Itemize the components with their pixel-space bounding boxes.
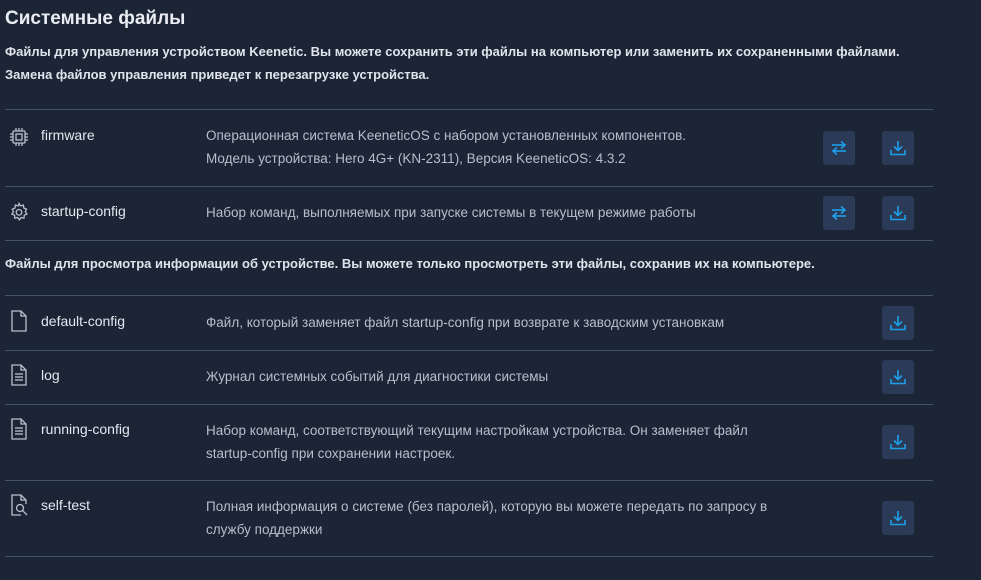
description-line-1: Набор команд, выполняемых при запуске системы в текущем режиме работы: [206, 205, 696, 220]
download-icon: [889, 314, 907, 332]
file-name: log: [41, 367, 60, 383]
file-row-default-config: [5, 296, 933, 350]
file-name: default-config: [41, 313, 126, 329]
file-row-running-config: [5, 405, 933, 480]
chip-icon: [8, 125, 30, 149]
file-name: firmware: [41, 127, 95, 143]
download-file-button[interactable]: [882, 306, 914, 340]
description-line-2: startup-config при сохранении настроек.: [206, 446, 456, 461]
file-name: running-config: [41, 421, 130, 437]
download-icon: [889, 139, 907, 157]
blank-file-icon: [8, 309, 30, 333]
divider: [5, 556, 933, 557]
description-line-1: Полная информация о системе (без паролей), которую вы можете передать по запросу в: [206, 499, 768, 514]
section-intro: Файлы для просмотра информации об устройстве. Вы можете только просмотреть эти файлы, сохранив их на компьютере.: [5, 256, 815, 271]
file-description: [206, 419, 806, 465]
text-file-icon: [8, 363, 30, 387]
description-line-2: службу поддержки: [206, 522, 323, 537]
file-search-icon: [8, 493, 30, 517]
divider: [5, 240, 933, 241]
description-line-1: Журнал системных событий для диагностики системы: [206, 369, 549, 384]
file-row-self-test: [5, 481, 933, 556]
description-line-1: Операционная система KeeneticOS с набором установленных компонентов.: [206, 128, 687, 143]
replace-file-button[interactable]: [823, 196, 855, 230]
file-name: self-test: [41, 497, 91, 513]
download-file-button[interactable]: [882, 360, 914, 394]
replace-file-button[interactable]: [823, 131, 855, 165]
intro-line-2: Замена файлов управления приведет к перезагрузке устройства.: [5, 67, 430, 82]
download-icon: [889, 368, 907, 386]
file-row-firmware: [5, 110, 933, 186]
file-description: [206, 495, 806, 541]
download-icon: [889, 509, 907, 527]
file-description: [206, 201, 806, 224]
swap-icon: [830, 139, 848, 157]
swap-icon: [830, 204, 848, 222]
file-description: [206, 365, 806, 388]
description-line-1: Файл, который заменяет файл startup-config при возврате к заводским установкам: [206, 315, 725, 330]
description-line-1: Набор команд, соответствующий текущим настройкам устройства. Он заменяет файл: [206, 423, 748, 438]
file-row-log: [5, 351, 933, 404]
file-row-startup-config: [5, 187, 933, 240]
intro-text: [5, 40, 945, 86]
gear-icon: [8, 200, 30, 224]
text-file-icon: [8, 417, 30, 441]
download-icon: [889, 433, 907, 451]
download-file-button[interactable]: [882, 425, 914, 459]
download-icon: [889, 204, 907, 222]
page-title: Системные файлы: [5, 8, 186, 29]
file-name: startup-config: [41, 203, 126, 219]
intro-line-1: Файлы для управления устройством Keenetic. Вы можете сохранить эти файлы на компьютер или заменить их сохраненными файлами.: [5, 44, 900, 59]
download-file-button[interactable]: [882, 131, 914, 165]
description-line-2: Модель устройства: Hero 4G+ (KN-2311), Версия KeeneticOS: 4.3.2: [206, 151, 626, 166]
download-file-button[interactable]: [882, 196, 914, 230]
download-file-button[interactable]: [882, 501, 914, 535]
file-description: [206, 311, 806, 334]
file-description: [206, 124, 806, 170]
